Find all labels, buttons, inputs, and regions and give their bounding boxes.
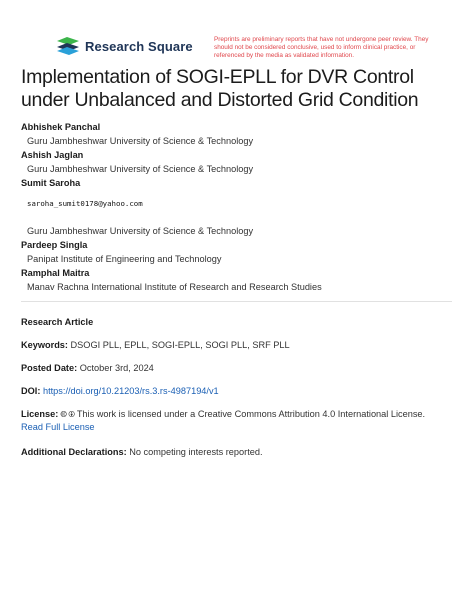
author-affiliation: Guru Jambheshwar University of Science & Technology xyxy=(27,136,254,146)
author-affiliation: Guru Jambheshwar University of Science & Technology xyxy=(27,226,254,236)
author-affiliation: Manav Rachna International Institute of Research and Research Studies xyxy=(27,282,322,292)
preprint-disclaimer: Preprints are preliminary reports that have not undergone peer review. They should not be considered conclusive, used to inform clinical practice, or referenced by the media as validated information. xyxy=(214,36,429,59)
author-name: Sumit Saroha xyxy=(21,178,81,188)
logo-text: Research Square xyxy=(85,38,193,54)
read-full-license-link[interactable]: Read Full License xyxy=(21,422,95,432)
declarations-row xyxy=(21,446,461,459)
license-row xyxy=(21,408,461,434)
keywords-label: Keywords: xyxy=(21,340,68,350)
author-email[interactable]: saroha_sumit0178@yahoo.com xyxy=(27,199,143,208)
cc-by-icon: 🅭 🅯 xyxy=(60,409,75,419)
keywords-row xyxy=(21,339,461,352)
author-name: Abhishek Panchal xyxy=(21,122,101,132)
author-name: Ramphal Maitra xyxy=(21,268,90,278)
section-divider xyxy=(21,301,452,302)
license-label: License: xyxy=(21,409,59,419)
posted-date-value: October 3rd, 2024 xyxy=(79,363,154,373)
paper-title: Implementation of SOGI-EPLL for DVR Control under Unbalanced and Distorted Grid Condition xyxy=(21,66,419,111)
license-text: This work is licensed under a Creative Commons Attribution 4.0 International License. xyxy=(76,409,426,419)
doi-link[interactable]: https://doi.org/10.21203/rs.3.rs-4987194/v1 xyxy=(42,386,219,396)
research-square-logo[interactable] xyxy=(57,37,193,55)
doi-label: DOI: xyxy=(21,386,41,396)
doi-row xyxy=(21,385,461,398)
article-type xyxy=(21,316,461,329)
author-affiliation: Guru Jambheshwar University of Science & Technology xyxy=(27,164,254,174)
declarations-value: No competing interests reported. xyxy=(129,447,263,457)
posted-date-label: Posted Date: xyxy=(21,363,78,373)
keywords-value: DSOGI PLL, EPLL, SOGI-EPLL, SOGI PLL, SRF PLL xyxy=(70,340,290,350)
article-type-text: Research Article xyxy=(21,317,94,327)
research-square-logo-icon xyxy=(57,37,79,55)
author-name: Ashish Jaglan xyxy=(21,150,84,160)
author-affiliation: Panipat Institute of Engineering and Technology xyxy=(27,254,222,264)
declarations-label: Additional Declarations: xyxy=(21,447,127,457)
author-name: Pardeep Singla xyxy=(21,240,88,250)
author-list xyxy=(21,121,461,295)
posted-date-row xyxy=(21,362,461,375)
